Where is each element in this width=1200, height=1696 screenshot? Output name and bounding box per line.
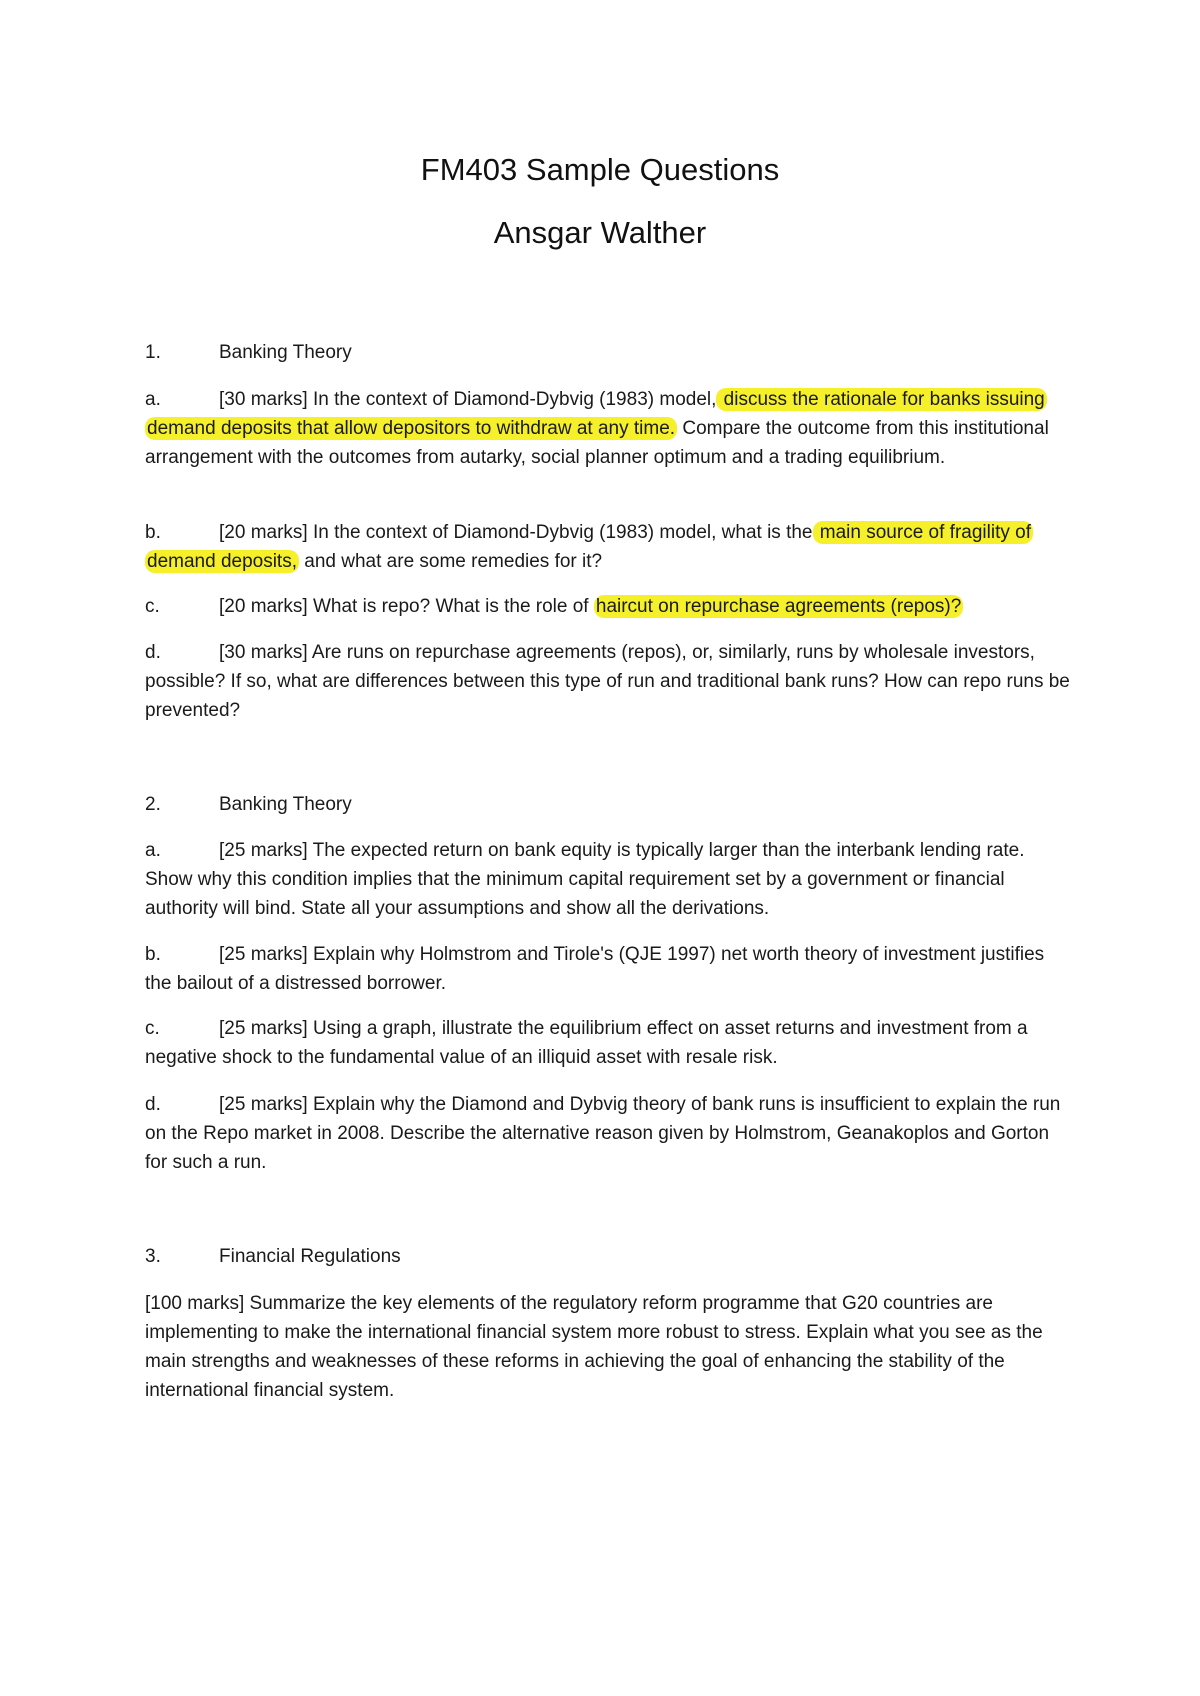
question-3 <box>145 1289 1070 1405</box>
question-2b <box>145 940 1070 998</box>
question-1b-label: b. <box>145 522 161 543</box>
question-2a-text: [25 marks] The expected return on bank equity is typically larger than the interbank lending rate. Show why this condition implies that the minimum capital requirement set by a government or financial authority will bind. State all your assumptions and show all the derivations. <box>145 840 1025 919</box>
question-1d <box>145 638 1070 725</box>
question-1c-highlight: haircut on repurchase agreements (repos)? <box>595 596 962 617</box>
question-2d-text: [25 marks] Explain why the Diamond and Dybvig theory of bank runs is insufficient to explain the run on the Repo market in 2008. Describe the alternative reason given by Holmstrom, Geanakoplos and Gorton for such a run. <box>145 1094 1061 1173</box>
section-1-title: Banking Theory <box>219 342 352 363</box>
section-2-title: Banking Theory <box>219 794 352 815</box>
question-1c-text-before: [20 marks] What is repo? What is the role of <box>219 596 594 617</box>
question-1a <box>145 385 1070 472</box>
question-1b-highlight: main source of fragility of demand deposits, <box>147 522 1031 572</box>
question-1a-text-after: Compare the outcome from this institutional arrangement with the outcomes from autarky, social planner optimum and a trading equilibrium. <box>145 418 1049 468</box>
question-2c-text: [25 marks] Using a graph, illustrate the equilibrium effect on asset returns and investment from a negative shock to the fundamental value of an illiquid asset with resale risk. <box>145 1018 1028 1068</box>
document-author: Ansgar Walther <box>493 215 707 250</box>
section-3-title: Financial Regulations <box>219 1246 401 1267</box>
question-1c <box>145 592 1070 621</box>
question-2a <box>145 836 1070 923</box>
question-1b-text-after: and what are some remedies for it? <box>299 551 603 572</box>
section-1-heading <box>145 338 352 367</box>
question-1c-label: c. <box>145 596 160 617</box>
section-2-heading <box>145 790 352 819</box>
question-1d-text: [30 marks] Are runs on repurchase agreements (repos), or, similarly, runs by wholesale investors, possible? If so, what are differences between this type of run and traditional bank runs? How can repo runs be prevented? <box>145 642 1070 721</box>
question-1a-label: a. <box>145 389 161 410</box>
question-2b-label: b. <box>145 944 161 965</box>
question-2d-label: d. <box>145 1094 161 1115</box>
question-1b-text-before: [20 marks] In the context of Diamond-Dybvig (1983) model, what is the <box>219 522 813 543</box>
question-2b-text: [25 marks] Explain why Holmstrom and Tirole's (QJE 1997) net worth theory of investment justifies the bailout of a distressed borrower. <box>145 944 1045 994</box>
section-3-heading <box>145 1242 401 1271</box>
question-1a-text-before: [30 marks] In the context of Diamond-Dybvig (1983) model, <box>219 389 717 410</box>
question-1b <box>145 518 1070 576</box>
question-1a-highlight: discuss the rationale for banks issuing demand deposits that allow depositors to withdraw at any time. <box>147 389 1045 439</box>
document-title: FM403 Sample Questions <box>420 152 780 187</box>
section-1-number: 1. <box>145 342 161 363</box>
question-2d <box>145 1090 1070 1177</box>
question-2c-label: c. <box>145 1018 160 1039</box>
question-2a-label: a. <box>145 840 161 861</box>
question-2c <box>145 1014 1070 1072</box>
section-3-number: 3. <box>145 1246 161 1267</box>
question-1d-label: d. <box>145 642 161 663</box>
section-2-number: 2. <box>145 794 161 815</box>
question-3-text: [100 marks] Summarize the key elements of the regulatory reform programme that G20 countries are implementing to make the international financial system more robust to stress. Explain what you see as the main strengths and weaknesses of these reforms in achieving the goal of enhancing the stability of the international financial system. <box>145 1293 1043 1401</box>
